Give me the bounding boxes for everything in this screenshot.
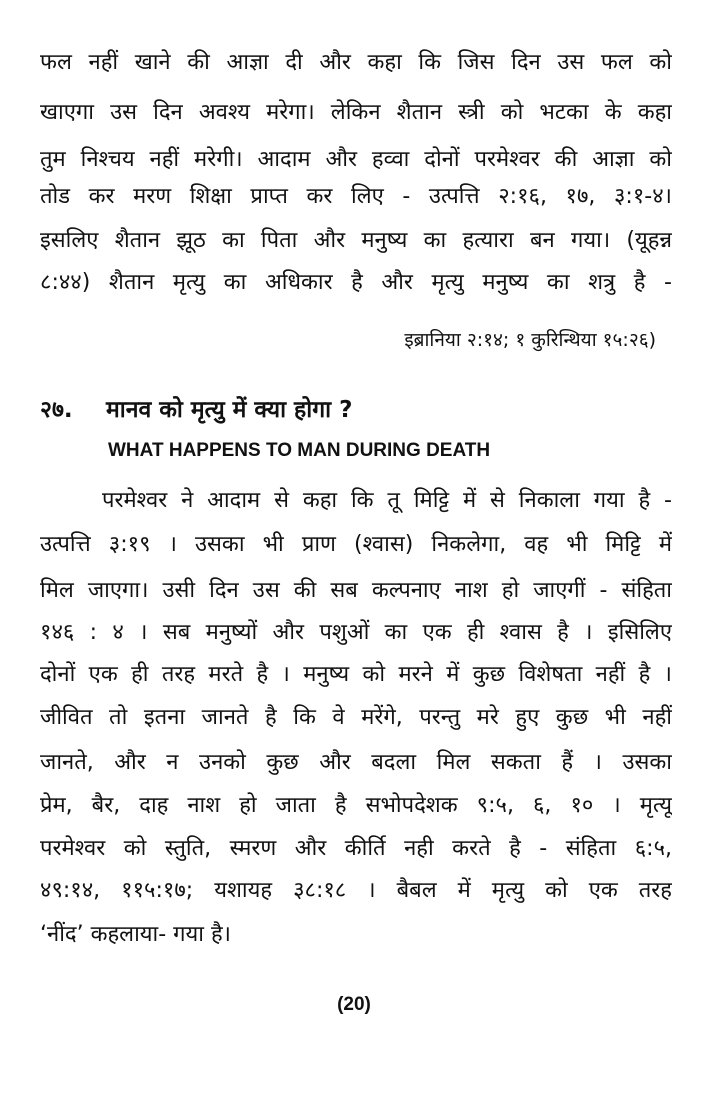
paragraph2-line-10: ४९:१४, ११५:१७; यशायह ३८:१८ । बैबल में मृत्यु को एक तरह [40,878,672,903]
paragraph2-line-5: दोनों एक ही तरह मरते है । मनुष्य को मरने में कुछ विशेषता नहीं है । [40,662,672,687]
paragraph1-line-4: तोड कर मरण शिक्षा प्राप्त कर लिए - उत्पत्ति २:१६, १७, ३:१-४। [40,184,672,209]
paragraph2-line-2: उत्पत्ति ३:१९ । उसका भी प्राण (श्वास) निकलेगा, वह भी मिट्टि में [40,532,672,557]
section-number: २७. [40,397,73,423]
page-number: (20) [337,994,371,1015]
paragraph2-line-3: मिल जाएगा। उसी दिन उस की सब कल्पनाए नाश हो जाएगीं - संहिता [40,578,672,603]
paragraph1-line-6: ८:४४) शैतान मृत्यु का अधिकार है और मृत्यु मनुष्य का शत्रु है - [40,270,672,295]
paragraph2-line-4: १४६ : ४ । सब मनुष्यों और पशुओं का एक ही श्वास है । इसिलिए [40,620,672,645]
paragraph2-line-7: जानते, और न उनको कुछ और बदला मिल सकता हैं । उसका [40,750,672,775]
bible-reference: इब्रानिया २:१४; १ कुरिन्थिया १५:२६) [404,329,656,351]
section-title-english: WHAT HAPPENS TO MAN DURING DEATH [108,440,491,461]
paragraph2-line-9: परमेश्वर को स्तुति, स्मरण और कीर्ति नही करते है - संहिता ६:५, [40,836,672,861]
paragraph2-line-11: ‘नींद’ कहलाया- गया है। [40,922,232,947]
paragraph1-line-5: इसलिए शैतान झूठ का पिता और मनुष्य का हत्यारा बन गया। (यूहन्न [40,228,672,253]
paragraph1-line-1: फल नहीं खाने की आज्ञा दी और कहा कि जिस दिन उस फल को [40,50,672,75]
paragraph2-line-1: परमेश्वर ने आदाम से कहा कि तू मिट्टि में से निकाला गया है - [102,488,672,513]
paragraph1-line-3: तुम निश्चय नहीं मरेगी। आदाम और हव्वा दोनों परमेश्वर की आज्ञा को [40,147,672,172]
paragraph2-line-8: प्रेम, बैर, दाह नाश हो जाता है सभोपदेशक ९:५, ६, १० । मृत्यू [40,793,672,818]
paragraph2-line-6: जीवित तो इतना जानते है कि वे मरेंगे, परन्तु मरे हुए कुछ भी नहीं [40,705,672,730]
paragraph1-line-2: खाएगा उस दिन अवश्य मरेगा। लेकिन शैतान स्त्री को भटका के कहा [40,100,672,125]
section-title-hindi: मानव को मृत्यु में क्या होगा ? [106,397,353,423]
